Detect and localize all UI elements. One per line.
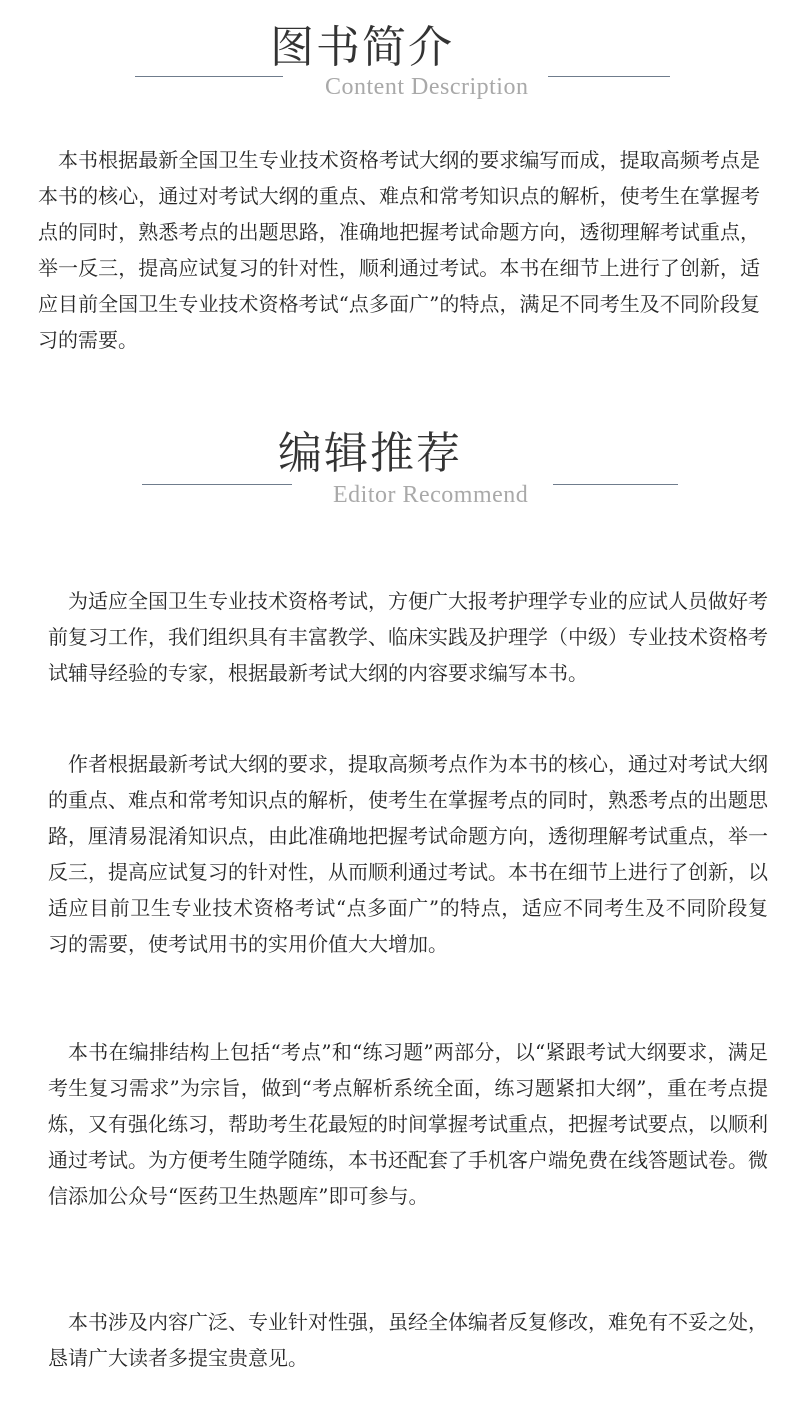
intro-title-cn: 图书简介 (270, 22, 454, 73)
recommend-rule-right (553, 484, 678, 485)
intro-title-en: Content Description (325, 74, 529, 100)
recommend-title-cn: 编辑推荐 (278, 428, 462, 479)
intro-rule-right (548, 76, 670, 77)
intro-rule-left (135, 76, 283, 77)
recommend-rule-left (142, 484, 292, 485)
recommend-paragraph-3: 本书在编排结构上包括“考点”和“练习题”两部分，以“紧跟考试大纲要求，满足考生复习需求”为宗旨，做到“考点解析系统全面，练习题紧扣大纲”，重在考点提炼，又有强化练习，帮助考生花最短的时间掌握考试重点，把握考试要点，以顺利通过考试。为方便考生随学随练，本书还配套了手机客户端免费在线答题试卷。微信添加公众号“医药卫生热题库”即可参与。 (48, 1040, 768, 1208)
recommend-paragraph-4: 本书涉及内容广泛、专业针对性强，虽经全体编者反复修改，难免有不妥之处，恳请广大读者多提宝贵意见。 (48, 1310, 768, 1370)
recommend-paragraph-2: 作者根据最新考试大纲的要求，提取高频考点作为本书的核心，通过对考试大纲的重点、难点和常考知识点的解析，使考生在掌握考点的同时，熟悉考点的出题思路，厘清易混淆知识点，由此准确地把握考试命题方向，透彻理解考试重点，举一反三，提高应试复习的针对性，从而顺利通过考试。本书在细节上进行了创新，以适应目前卫生专业技术资格考试“点多面广”的特点，适应不同考生及不同阶段复习的需要，使考试用书的实用价值大大增加。 (48, 752, 768, 956)
recommend-title-en: Editor Recommend (333, 482, 529, 508)
recommend-paragraph-1: 为适应全国卫生专业技术资格考试，方便广大报考护理学专业的应试人员做好考前复习工作，我们组织具有丰富教学、临床实践及护理学（中级）专业技术资格考试辅导经验的专家，根据最新考试大纲的内容要求编写本书。 (48, 589, 768, 685)
intro-paragraph: 本书根据最新全国卫生专业技术资格考试大纲的要求编写而成，提取高频考点是本书的核心，通过对考试大纲的重点、难点和常考知识点的解析，使考生在掌握考点的同时，熟悉考点的出题思路，准确地把握考试命题方向，透彻理解考试重点，举一反三，提高应试复习的针对性，顺利通过考试。本书在细节上进行了创新，适应目前全国卫生专业技术资格考试“点多面广”的特点，满足不同考生及不同阶段复习的需要。 (38, 148, 760, 352)
